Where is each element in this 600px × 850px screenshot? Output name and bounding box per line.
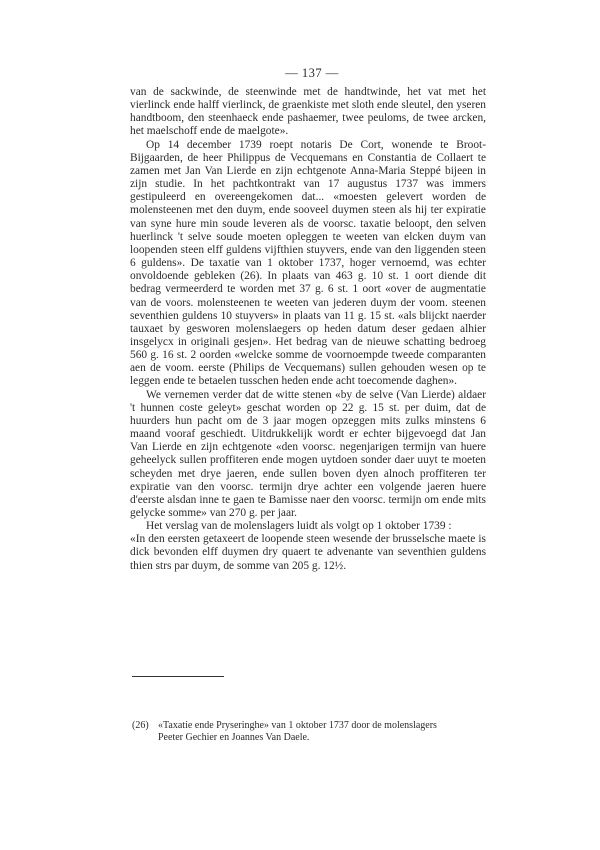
footnote-line-1 [132,720,486,732]
body-text [130,86,486,573]
paragraph-quote: «In den eersten getaxeert de loopende steen wesende der brusselsche maete is dick bevonden elff duymen dry quaert te advenante van seventhien guldens thien strs par duym, de somme van 205 g. 12½. [130,533,486,572]
footnote-text-1: «Taxatie ende Pryseringhe» van 1 oktober 1737 door de molenslagers [158,720,437,731]
footnote [132,720,486,744]
paragraph-notaris: Op 14 december 1739 roept notaris De Cort, wonende te Broot-Bijgaarden, de heer Philippus de Vecquemans en Constantia de Collaert te zamen met Jan Van Lierde en zijn echtgenote Anna-Maria Steppé bijeen in zijn studie. In het pachtkontrakt van 17 augustus 1737 was immers gestipuleerd en overeengekomen dat... «moesten gelevert worden de molensteenen met den duym, ende sooveel duymen steen als hij ter expiratie van syne hure min soude leveren als de voorsc. taxatie beloopt, den selven huerlinck 't selve soude moeten opleggen te weeten van elcken duym van loopenden steen elff guldens vijfthien stuyvers, ende van den liggenden steen 6 guldens». De taxatie van 1 oktober 1737, hoger vernoemd, was echter onvoldoende gebleken (26). In plaats van 463 g. 10 st. 1 oort diende dit bedrag vermeerderd te worden met 37 g. 6 st. 1 oort «over de augmentatie van de voors. molensteenen te weeten van jederen duym der voom. steenen seventhien guldens 10 stuyvers» in plaats van 11 g. 15 st. «als blijckt naerder tauxaet by gesworen molenslaegers op heden datum deser gedaen alhier insgelycx in originali gesjen». Het bedrag van de nieuwe schatting bedroeg 560 g. 16 st. 2 oorden «welcke somme de voornoempde tweede comparanten aen de voom. eerste (Philips de Vecquemans) sullen gehouden wesen op te leggen ende te betaelen tusschen heden ende acht toecomende daghen». [130,138,486,388]
paragraph-witte-stenen: We vernemen verder dat de witte stenen «by de selve (Van Lierde) aldaer 't hunnen coste geleyt» geschat worden op 22 g. 15 st. per duim, dat de huurders hun pacht om de 3 jaar mogen opzeggen mits zulks minstens 6 maand vooraf geschiedt. Uitdrukkelijk wordt er echter bijgevoegd dat Jan Van Lierde en zijn echtgenote «den voorsc. negenjarigen termijn van huere geheelyck sullen proffiteren ende mogen uytdoen sonder daer uuyt te moeten scheyden met drye jaeren, ende sullen boven dyen alnoch proffiteren ter expiratie van den voorsc. termijn drye achter een volgende jaeren huere d'eerste alsdan inne te gaen te Bamisse naer den voorsc. termijn om ende mits gelycke somme» van 270 g. per jaar. [130,388,486,519]
page-number: — 137 — [285,66,339,80]
footnote-divider [132,676,224,677]
paragraph-verslag: Het verslag van de molenslagers luidt als volgt op 1 oktober 1739 : [146,520,452,533]
paragraph-continuation: van de sackwinde, de steenwinde met de handtwinde, het vat met het vierlinck ende halff vierlinck, de graenkiste met sloth ende sleutel, den yseren handtboom, den steenhaeck ende pashaemer, twee peuloms, de twee arcken, het maelschoff ende de maelgote». [130,86,486,138]
footnote-number: (26) [132,720,149,731]
footnote-text-2: Peeter Gechier en Joannes Van Daele. [158,732,310,743]
